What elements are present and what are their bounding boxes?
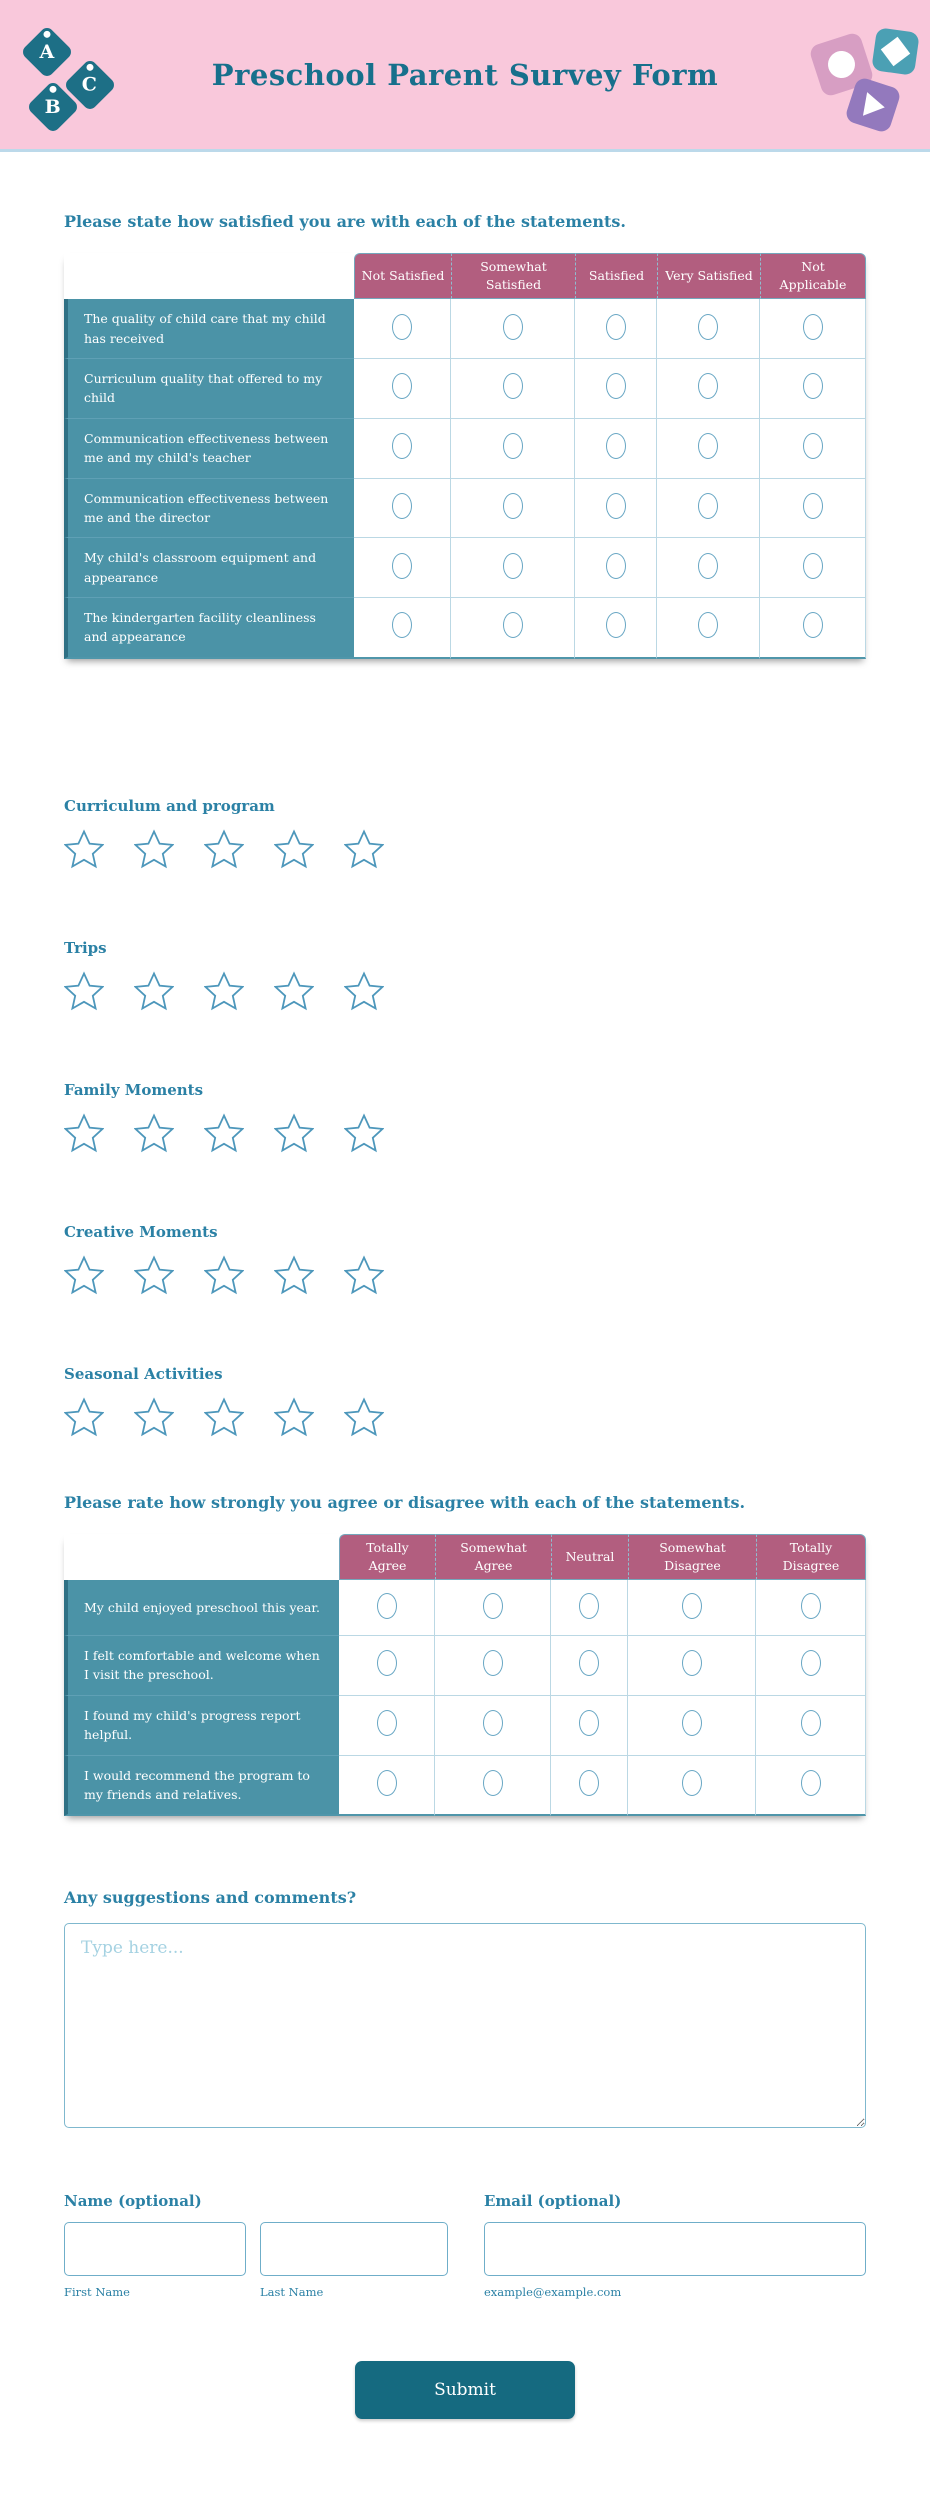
radio-option[interactable]: [801, 1650, 821, 1676]
matrix-row-label: Curriculum quality that offered to my child: [64, 359, 354, 419]
matrix-spacer-cell: [64, 1534, 339, 1580]
form-header: [0, 0, 930, 152]
radio-option[interactable]: [606, 612, 626, 638]
radio-option[interactable]: [377, 1593, 397, 1619]
star-icon[interactable]: [274, 1255, 314, 1295]
matrix-column-header: Not Applicable: [760, 253, 866, 299]
matrix-radio-cell[interactable]: [451, 419, 575, 479]
star-icon[interactable]: [344, 1255, 384, 1295]
star-rating-label: Family Moments: [64, 1080, 204, 1099]
radio-option[interactable]: [579, 1650, 599, 1676]
matrix-radio-cell[interactable]: [756, 1636, 866, 1696]
radio-option[interactable]: [392, 373, 412, 399]
stars-row: [64, 829, 866, 869]
matrix-radio-cell[interactable]: [756, 1756, 866, 1817]
block-b-letter: B: [44, 95, 62, 118]
matrix-radio-cell[interactable]: [451, 359, 575, 419]
comments-label: Any suggestions and comments?: [64, 1888, 357, 1908]
matrix-radio-cell[interactable]: [760, 598, 866, 659]
matrix-radio-cell[interactable]: [628, 1756, 756, 1817]
radio-option[interactable]: [698, 612, 718, 638]
satisfaction-question: Please state how satisfied you are with each of the statements.: [64, 212, 626, 231]
matrix-radio-cell[interactable]: [575, 479, 657, 539]
matrix-row-label: I felt comfortable and welcome when I visit the preschool.: [64, 1636, 339, 1696]
star-rating-section: [64, 1081, 866, 1153]
matrix-column-header: Neutral: [551, 1534, 628, 1580]
matrix-radio-cell[interactable]: [575, 359, 657, 419]
radio-option[interactable]: [503, 314, 523, 340]
matrix-radio-cell[interactable]: [551, 1580, 628, 1636]
matrix-column-header: Not Satisfied: [354, 253, 451, 299]
radio-option[interactable]: [682, 1593, 702, 1619]
form-title: Preschool Parent Survey Form: [211, 57, 719, 92]
radio-option[interactable]: [392, 314, 412, 340]
matrix-radio-cell[interactable]: [354, 598, 451, 659]
matrix-radio-cell[interactable]: [551, 1636, 628, 1696]
star-icon[interactable]: [274, 829, 314, 869]
matrix-radio-cell[interactable]: [339, 1696, 435, 1756]
radio-option[interactable]: [682, 1710, 702, 1736]
matrix-row-label: My child's classroom equipment and appearance: [64, 538, 354, 598]
matrix-radio-cell[interactable]: [354, 479, 451, 539]
matrix-column-header: Somewhat Satisfied: [451, 253, 575, 299]
block-dot: [48, 84, 58, 94]
name-label: Name (optional): [64, 2192, 202, 2211]
matrix-column-header: Very Satisfied: [657, 253, 760, 299]
star-rating-section: [64, 1365, 866, 1437]
matrix-radio-cell[interactable]: [339, 1636, 435, 1696]
star-icon[interactable]: [64, 1113, 104, 1153]
diamond-shape-icon: [871, 27, 920, 76]
matrix-radio-cell[interactable]: [354, 299, 451, 359]
form-body: [64, 212, 866, 2419]
matrix-radio-cell[interactable]: [551, 1696, 628, 1756]
matrix-radio-cell[interactable]: [657, 538, 760, 598]
radio-option[interactable]: [503, 553, 523, 579]
radio-option[interactable]: [803, 553, 823, 579]
radio-option[interactable]: [483, 1593, 503, 1619]
radio-option[interactable]: [698, 493, 718, 519]
radio-option[interactable]: [579, 1770, 599, 1796]
radio-option[interactable]: [698, 553, 718, 579]
matrix-radio-cell[interactable]: [760, 538, 866, 598]
radio-option[interactable]: [579, 1710, 599, 1736]
stars-row: [64, 1255, 866, 1295]
matrix-row-label: Communication effectiveness between me and my child's teacher: [64, 419, 354, 479]
agreement-question: Please rate how strongly you agree or disagree with each of the statements.: [64, 1492, 746, 1512]
matrix-radio-cell[interactable]: [756, 1580, 866, 1636]
radio-option[interactable]: [606, 373, 626, 399]
matrix-radio-cell[interactable]: [628, 1580, 756, 1636]
radio-option[interactable]: [698, 314, 718, 340]
matrix-column-header: Somewhat Agree: [435, 1534, 551, 1580]
block-c-letter: C: [82, 73, 98, 96]
radio-option[interactable]: [803, 433, 823, 459]
star-icon[interactable]: [64, 1397, 104, 1437]
radio-option[interactable]: [606, 314, 626, 340]
radio-option[interactable]: [801, 1710, 821, 1736]
submit-button[interactable]: Submit: [355, 2361, 575, 2419]
matrix-radio-cell[interactable]: [575, 299, 657, 359]
block-a-letter: A: [39, 40, 55, 63]
matrix-row-label: I found my child's progress report helpful.: [64, 1696, 339, 1756]
radio-option[interactable]: [803, 612, 823, 638]
matrix-radio-cell[interactable]: [628, 1636, 756, 1696]
star-icon[interactable]: [344, 1113, 384, 1153]
star-icon[interactable]: [344, 1397, 384, 1437]
matrix-radio-cell[interactable]: [657, 419, 760, 479]
matrix-radio-cell[interactable]: [760, 419, 866, 479]
matrix-radio-cell[interactable]: [628, 1696, 756, 1756]
star-rating-label: Creative Moments: [64, 1222, 218, 1241]
matrix-radio-cell[interactable]: [451, 479, 575, 539]
matrix-row-label: Communication effectiveness between me and the director: [64, 479, 354, 539]
radio-option[interactable]: [392, 433, 412, 459]
agreement-matrix-table: [64, 1534, 866, 1817]
shapes-decoration: [740, 0, 930, 152]
star-icon[interactable]: [204, 1397, 244, 1437]
star-icon[interactable]: [274, 1397, 314, 1437]
matrix-column-header: Totally Agree: [339, 1534, 435, 1580]
radio-option[interactable]: [801, 1593, 821, 1619]
matrix-radio-cell[interactable]: [760, 359, 866, 419]
matrix-radio-cell[interactable]: [760, 479, 866, 539]
radio-option[interactable]: [682, 1650, 702, 1676]
block-dot: [42, 29, 52, 39]
star-rating-section: [64, 797, 866, 869]
star-rating-section: [64, 939, 866, 1011]
matrix-row-label: I would recommend the program to my friends and relatives.: [64, 1756, 339, 1817]
radio-option[interactable]: [503, 373, 523, 399]
radio-option[interactable]: [483, 1650, 503, 1676]
matrix-row-label: The quality of child care that my child has received: [64, 299, 354, 359]
matrix-radio-cell[interactable]: [575, 419, 657, 479]
stars-row: [64, 971, 866, 1011]
radio-option[interactable]: [377, 1710, 397, 1736]
last-name-sublabel: Last Name: [260, 2285, 324, 2300]
satisfaction-matrix-table: [64, 253, 866, 659]
matrix-radio-cell[interactable]: [657, 359, 760, 419]
star-icon[interactable]: [274, 1113, 314, 1153]
star-icon[interactable]: [134, 1113, 174, 1153]
matrix-radio-cell[interactable]: [435, 1696, 551, 1756]
star-icon[interactable]: [134, 971, 174, 1011]
matrix-radio-cell[interactable]: [575, 538, 657, 598]
block-a-icon: [20, 25, 74, 79]
matrix-radio-cell[interactable]: [760, 299, 866, 359]
star-icon[interactable]: [134, 829, 174, 869]
matrix-radio-cell[interactable]: [435, 1636, 551, 1696]
radio-option[interactable]: [503, 493, 523, 519]
matrix-radio-cell[interactable]: [451, 538, 575, 598]
star-icon[interactable]: [134, 1255, 174, 1295]
email-input[interactable]: [484, 2222, 866, 2276]
last-name-input[interactable]: [260, 2222, 448, 2276]
matrix-radio-cell[interactable]: [657, 598, 760, 659]
stars-row: [64, 1113, 866, 1153]
radio-option[interactable]: [483, 1770, 503, 1796]
email-sublabel: example@example.com: [484, 2285, 622, 2300]
star-rating-label: Seasonal Activities: [64, 1364, 223, 1383]
matrix-radio-cell[interactable]: [435, 1756, 551, 1817]
matrix-radio-cell[interactable]: [451, 598, 575, 659]
radio-option[interactable]: [803, 314, 823, 340]
matrix-column-header: Totally Disagree: [756, 1534, 866, 1580]
matrix-row-label: My child enjoyed preschool this year.: [64, 1580, 339, 1636]
submit-row: [64, 2361, 866, 2419]
radio-option[interactable]: [483, 1710, 503, 1736]
matrix-radio-cell[interactable]: [354, 538, 451, 598]
matrix-radio-cell[interactable]: [354, 359, 451, 419]
email-label: Email (optional): [484, 2192, 622, 2211]
radio-option[interactable]: [377, 1650, 397, 1676]
matrix-radio-cell[interactable]: [354, 419, 451, 479]
star-icon[interactable]: [204, 1113, 244, 1153]
star-icon[interactable]: [204, 971, 244, 1011]
star-icon[interactable]: [64, 829, 104, 869]
star-icon[interactable]: [64, 971, 104, 1011]
contact-fields-row: [64, 2192, 866, 2299]
radio-option[interactable]: [392, 612, 412, 638]
radio-option[interactable]: [503, 433, 523, 459]
name-field-group: [64, 2192, 448, 2299]
matrix-radio-cell[interactable]: [339, 1756, 435, 1817]
radio-option[interactable]: [579, 1593, 599, 1619]
star-icon[interactable]: [344, 971, 384, 1011]
matrix-radio-cell[interactable]: [435, 1580, 551, 1636]
star-icon[interactable]: [134, 1397, 174, 1437]
star-rating-sections: [64, 797, 866, 1437]
abc-blocks-logo: [0, 0, 170, 152]
star-rating-section: [64, 1223, 866, 1295]
radio-option[interactable]: [698, 433, 718, 459]
star-rating-label: Trips: [64, 938, 107, 957]
star-icon[interactable]: [204, 829, 244, 869]
matrix-spacer-cell: [64, 253, 354, 299]
radio-option[interactable]: [606, 433, 626, 459]
star-icon[interactable]: [204, 1255, 244, 1295]
matrix-column-header: Satisfied: [575, 253, 657, 299]
comments-textarea[interactable]: [64, 1923, 866, 2128]
matrix-radio-cell[interactable]: [339, 1580, 435, 1636]
matrix-radio-cell[interactable]: [575, 598, 657, 659]
radio-option[interactable]: [377, 1770, 397, 1796]
matrix-radio-cell[interactable]: [551, 1756, 628, 1817]
radio-option[interactable]: [803, 373, 823, 399]
matrix-radio-cell[interactable]: [756, 1696, 866, 1756]
radio-option[interactable]: [606, 553, 626, 579]
first-name-input[interactable]: [64, 2222, 246, 2276]
radio-option[interactable]: [682, 1770, 702, 1796]
matrix-column-header: Somewhat Disagree: [628, 1534, 756, 1580]
star-icon[interactable]: [274, 971, 314, 1011]
radio-option[interactable]: [803, 493, 823, 519]
email-field-group: [484, 2192, 866, 2299]
star-icon[interactable]: [64, 1255, 104, 1295]
matrix-row-label: The kindergarten facility cleanliness and appearance: [64, 598, 354, 659]
first-name-sublabel: First Name: [64, 2285, 130, 2300]
radio-option[interactable]: [392, 493, 412, 519]
radio-option[interactable]: [698, 373, 718, 399]
matrix-radio-cell[interactable]: [657, 479, 760, 539]
radio-option[interactable]: [801, 1770, 821, 1796]
star-icon[interactable]: [344, 829, 384, 869]
radio-option[interactable]: [392, 553, 412, 579]
radio-option[interactable]: [503, 612, 523, 638]
radio-option[interactable]: [606, 493, 626, 519]
matrix-radio-cell[interactable]: [451, 299, 575, 359]
stars-row: [64, 1397, 866, 1437]
block-dot: [85, 62, 95, 72]
star-rating-label: Curriculum and program: [64, 796, 275, 815]
matrix-radio-cell[interactable]: [657, 299, 760, 359]
